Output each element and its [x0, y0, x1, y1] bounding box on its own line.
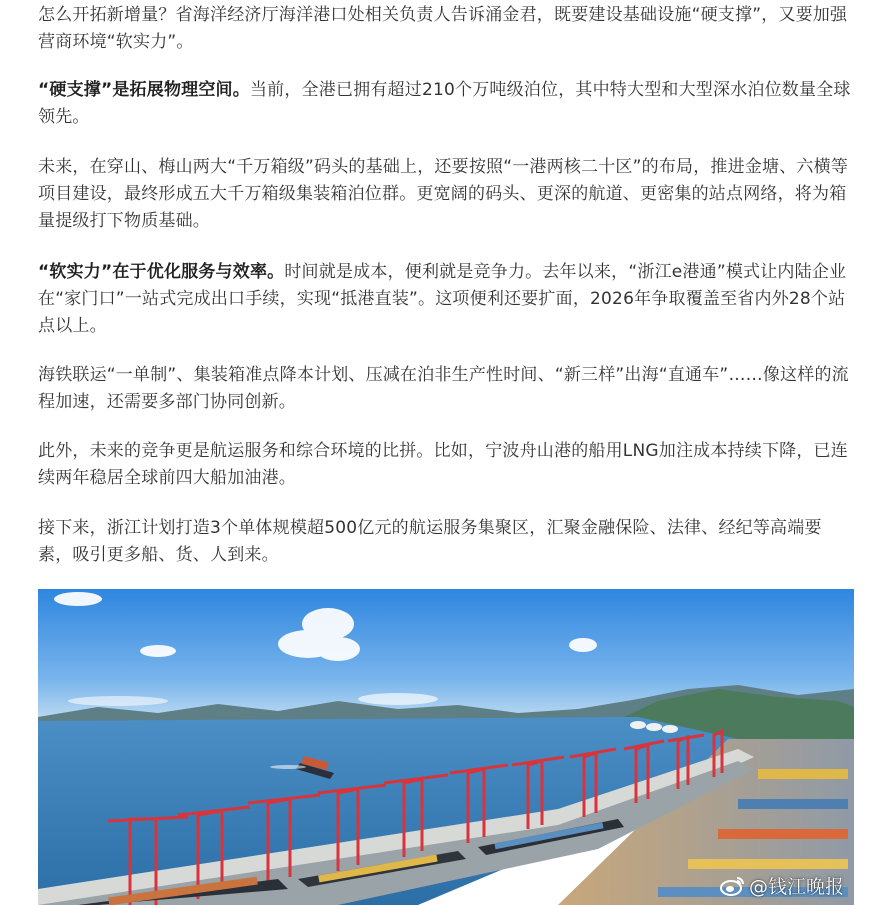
watermark [719, 872, 844, 899]
port-aerial-photo [38, 589, 854, 905]
watermark-text: @钱江晚报 [748, 876, 844, 898]
paragraph-intro: 怎么开拓新增量？省海洋经济厅海洋港口处相关负责人告诉涌金君，既要建设基础设施“硬支撑”，又要加强营商环境“软实力”。 [38, 5, 848, 52]
paragraph-soft-power [38, 259, 854, 340]
paragraph-process-speedup: 海铁联运“一单制”、集装箱准点降本计划、压减在泊非生产性时间、“新三样”出海“直通车”……像这样的流程加速，还需要多部门协同创新。 [38, 365, 849, 412]
paragraph-next-steps: 接下来，浙江计划打造3个单体规模超500亿元的航运服务集聚区，汇聚金融保险、法律、经纪等高端要素，吸引更多船、货、人到来。 [38, 518, 822, 565]
paragraph-future-terminals: 未来，在穿山、梅山两大“千万箱级”码头的基础上，还要按照“一港两核二十区”的布局，推进金塘、六横等项目建设，最终形成五大千万箱级集装箱泊位群。更宽阔的码头、更深的航道、更密集的站点网络，将为箱量提级打下物质基础。 [38, 157, 849, 231]
weibo-icon [719, 875, 745, 897]
paragraph-hard-support [38, 77, 854, 131]
port-illustration [38, 589, 854, 905]
paragraph-lead-bold: “软实力”在于优化服务与效率。 [38, 262, 285, 282]
paragraph-lead-bold: “硬支撑”是拓展物理空间。 [38, 80, 250, 100]
paragraph-text: 当前，全港已拥有超过210个万吨级泊位，其中特大型和大型深水泊位数量全球领先。 [38, 80, 851, 127]
paragraph-text: 时间就是成本，便利就是竞争力。去年以来，“浙江e港通”模式让内陆企业在“家门口”一站式完成出口手续，实现“抵港直装”。这项便利还要扩面，2026年争取覆盖至省内外28个站点以上。 [38, 262, 847, 336]
paragraph-competition: 此外，未来的竞争更是航运服务和综合环境的比拼。比如，宁波舟山港的船用LNG加注成本持续下降，已连续两年稳居全球前四大船加油港。 [38, 441, 848, 488]
